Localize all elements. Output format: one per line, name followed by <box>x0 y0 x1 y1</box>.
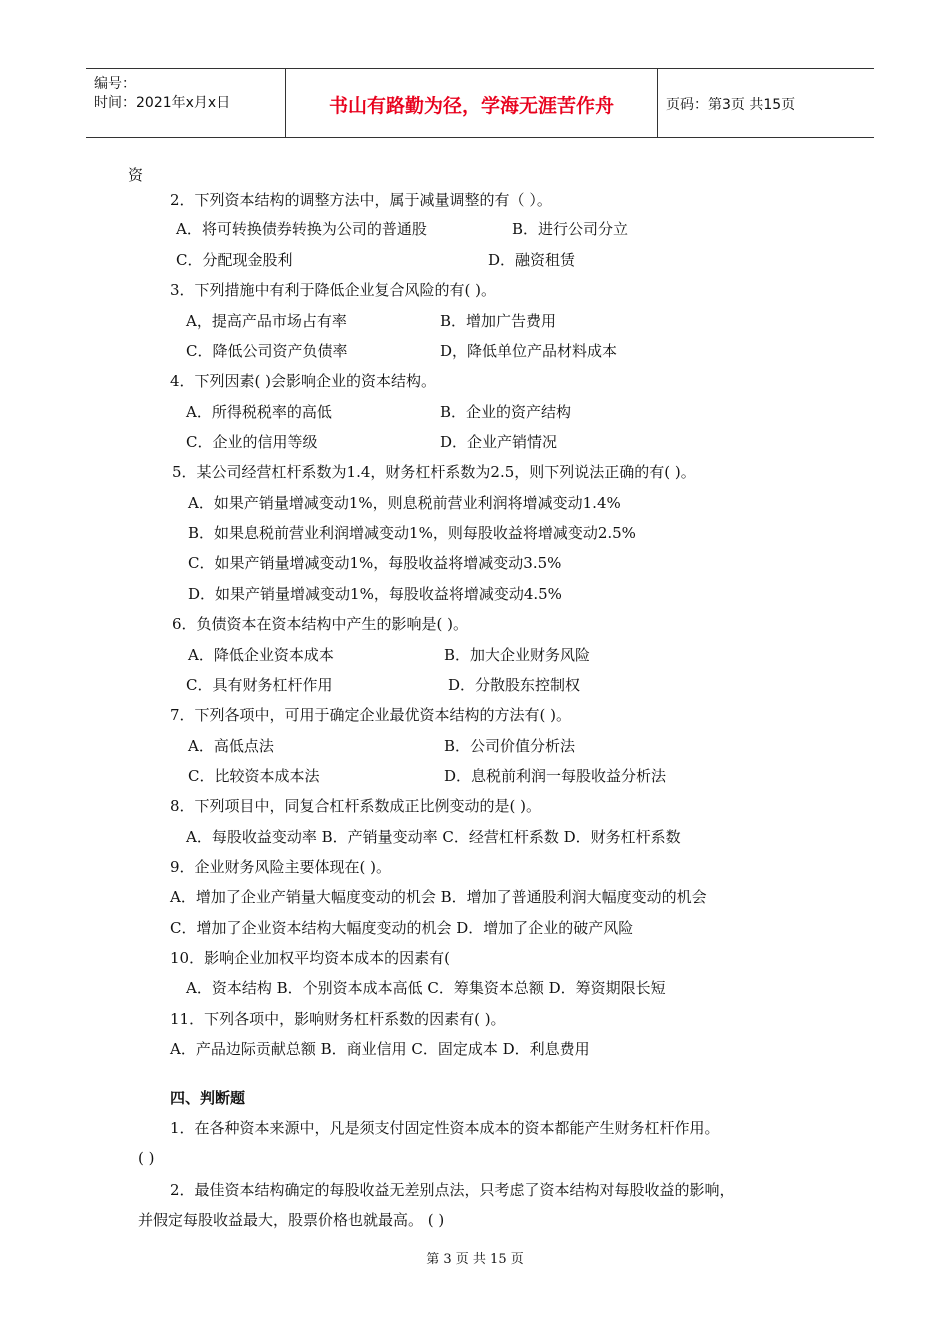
motto: 书山有路勤为径，学海无涯苦作舟 <box>328 95 614 117</box>
option: A．高低点法 <box>188 737 274 755</box>
option: D．分散股东控制权 <box>448 676 581 694</box>
question-3: 3．下列措施中有利于降低企业复合风险的有( )。 <box>170 281 497 299</box>
option: B．公司价值分析法 <box>444 737 576 755</box>
option: A．所得税税率的高低 <box>186 403 332 421</box>
option-row: A．资本结构 B．个别资本成本高低 C．筹集资本总额 D．筹资期限长短 <box>186 979 666 997</box>
option: C．企业的信用等级 <box>186 433 318 451</box>
header-motto-cell <box>286 69 658 137</box>
option: D．融资租赁 <box>488 251 576 269</box>
number-label: 编号： <box>94 76 136 92</box>
question-8: 8．下列项目中，同复合杠杆系数成正比例变动的是( )。 <box>170 797 542 815</box>
option: B．如果息税前营业利润增减变动1%，则每股收益将增减变动2.5% <box>188 524 636 542</box>
option: C．分配现金股利 <box>176 251 293 269</box>
question-10: 10．影响企业加权平均资本成本的因素有( <box>170 949 450 967</box>
option: B．加大企业财务风险 <box>444 646 591 664</box>
page-header <box>86 68 874 138</box>
question-7: 7．下列各项中，可用于确定企业最优资本结构的方法有( )。 <box>170 706 572 724</box>
judgment-1: 1．在各种资本来源中，凡是须支付固定性资本成本的资本都能产生财务杠杆作用。 <box>170 1119 720 1137</box>
option-row: A．每股收益变动率 B．产销量变动率 C．经营杠杆系数 D．财务杠杆系数 <box>186 828 681 846</box>
question-6: 6．负债资本在资本结构中产生的影响是( )。 <box>172 615 469 633</box>
judgment-2: 2．最佳资本结构确定的每股收益无差别点法，只考虑了资本结构对每股收益的影响， <box>170 1181 735 1199</box>
page-footer: 第 3 页 共 15 页 <box>426 1252 524 1267</box>
option: A．将可转换债券转换为公司的普通股 <box>176 220 427 238</box>
option: D．企业产销情况 <box>440 433 558 451</box>
page-label: 页码：第3页 共15页 <box>666 97 796 113</box>
option: A．如果产销量增减变动1%，则息税前营业利润将增减变动1.4% <box>188 494 621 512</box>
header-page-cell <box>658 69 874 137</box>
option: A，提高产品市场占有率 <box>186 312 347 330</box>
header-info-cell <box>86 69 286 137</box>
option: B．企业的资产结构 <box>440 403 572 421</box>
option: D．息税前利润一每股收益分析法 <box>444 767 667 785</box>
option: D，降低单位产品材料成本 <box>440 342 618 360</box>
option: B．进行公司分立 <box>512 220 629 238</box>
question-11: 11．下列各项中，影响财务杠杆系数的因素有( )。 <box>170 1010 506 1028</box>
section-heading: 四、判断题 <box>170 1089 246 1107</box>
question-2: 2．下列资本结构的调整方法中，属于减量调整的有（ ）。 <box>170 191 552 209</box>
answer-blank: ( ) <box>138 1149 155 1167</box>
option: A．降低企业资本成本 <box>188 646 334 664</box>
option: C．具有财务杠杆作用 <box>186 676 333 694</box>
judgment-2-cont: 并假定每股收益最大，股票价格也就最高。 ( ) <box>138 1211 445 1229</box>
option: C．比较资本成本法 <box>188 767 320 785</box>
question-5: 5．某公司经营杠杆系数为1.4，财务杠杆系数为2.5，则下列说法正确的有( )。 <box>172 463 696 481</box>
option: C．降低公司资产负债率 <box>186 342 348 360</box>
option: D．如果产销量增减变动1%，每股收益将增减变动4.5% <box>188 585 562 603</box>
option-row: A．增加了企业产销量大幅度变动的机会 B．增加了普通股利润大幅度变动的机会 <box>170 888 707 906</box>
option-row: C．增加了企业资本结构大幅度变动的机会 D．增加了企业的破产风险 <box>170 919 634 937</box>
option-row: A．产品边际贡献总额 B．商业信用 C．固定成本 D．利息费用 <box>170 1040 590 1058</box>
option: C．如果产销量增减变动1%，每股收益将增减变动3.5% <box>188 554 562 572</box>
time-label: 时间：2021年x月x日 <box>94 95 231 111</box>
option: B．增加广告费用 <box>440 312 557 330</box>
question-9: 9．企业财务风险主要体现在( )。 <box>170 858 392 876</box>
text-line: 资 <box>128 166 144 184</box>
question-4: 4．下列因素( )会影响企业的资本结构。 <box>170 372 437 390</box>
